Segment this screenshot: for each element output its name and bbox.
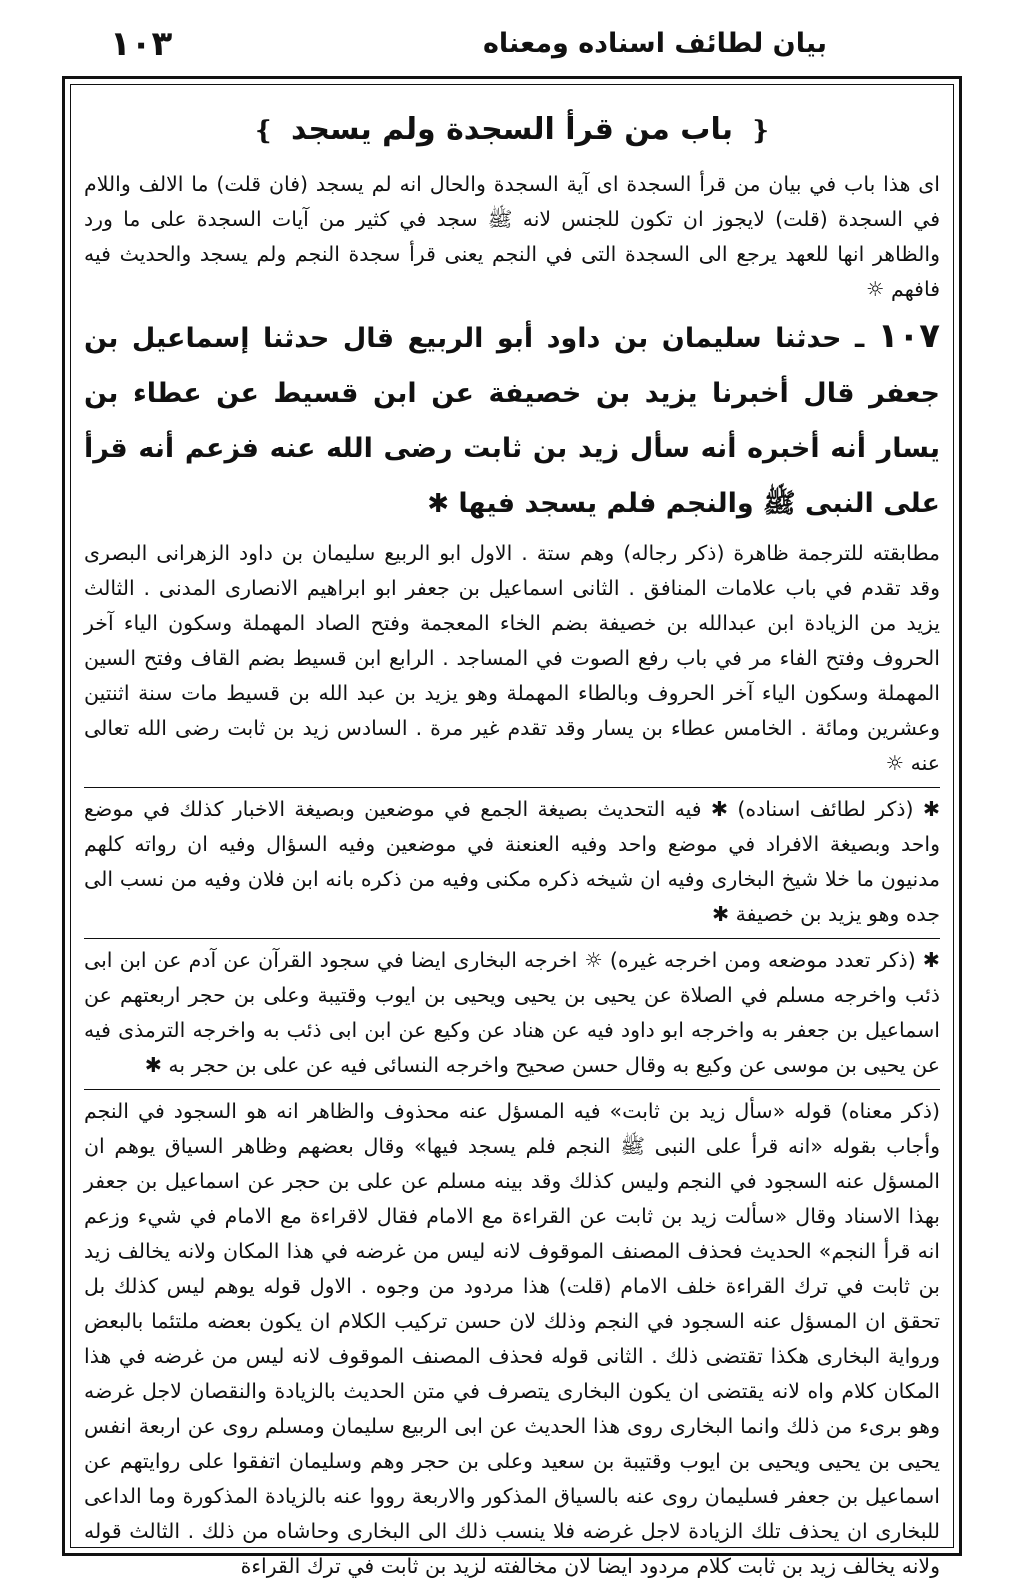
running-title: بیان لطائف اسناده ومعناه	[482, 28, 827, 59]
commentary-lataif: ✱ (ذكر لطائف اسناده) ✱ فيه التحديث بصيغة الجمع في موضعين وبصيغة الاخبار كذلك في موضع واحد وبصيغة الافراد في موضع واحد وفيه العنعنة في موضعين وفيه السؤال وفيه ان رواته كلهم مدنيون ما خلا شيخ البخارى وفيه ان شيخه ذكره مكنى وفيه من ذكره بانه ابن فلان وفيه من نسب الى جده وهو يزيد بن خصيفة ✱	[84, 797, 940, 926]
page-content	[84, 96, 940, 1578]
hadith-number: ١٠٧	[877, 316, 940, 356]
chapter-heading	[84, 108, 940, 153]
running-header	[90, 20, 937, 70]
chapter-title: باب من قرأ السجدة ولم يسجد	[291, 112, 733, 147]
hadith-text-block	[84, 309, 940, 532]
section-divider	[84, 938, 940, 939]
chapter-intro: اى هذا باب في بيان من قرأ السجدة اى آية السجدة والحال انه لم يسجد (فان قلت) ما الالف واللام في السجدة (قلت) لايجوز ان تكون للجنس لانه ﷺ سجد في كثير من آيات السجدة على ما ورد والظاهر انها للعهد يرجع الى السجدة التى في النجم يعنى قرأ سجدة النجم ولم يسجد والحديث فيه فافهم ☼	[84, 172, 940, 301]
page-number: ١٠٣	[110, 24, 173, 64]
commentary-takhrij: ✱ (ذكر تعدد موضعه ومن اخرجه غيره) ☼ اخرجه البخارى ايضا في سجود القرآن عن آدم عن ابن ابى ذئب واخرجه مسلم في الصلاة عن يحيى بن يحيى ويحيى بن ايوب وقتيبة وعلى بن حجر اربعتهم عن اسماعيل بن جعفر به واخرجه ابو داود فيه عن هناد عن وكيع عن ابن ابى ذئب به واخرجه الترمذى فيه عن يحيى بن موسى عن وكيع به وقال حسن صحيح واخرجه النسائى فيه عن على بن حجر به ✱	[84, 948, 940, 1077]
section-divider	[84, 1089, 940, 1090]
ornament-bracket-icon: ❴	[749, 116, 772, 146]
hadith-text: حدثنا سليمان بن داود أبو الربيع قال حدثنا إسماعيل بن جعفر قال أخبرنا يزيد بن خصيفة عن ابن قسيط عن عطاء بن يسار أنه أخبره أنه سأل زيد بن ثابت رضى الله عنه فزعم أنه قرأ على النبى ﷺ والنجم فلم يسجد فيها	[84, 323, 940, 519]
hadith-dash: ـ	[841, 323, 865, 354]
section-divider	[84, 787, 940, 788]
ornament-bracket-icon: ❵	[252, 116, 275, 146]
commentary-rijal: مطابقته للترجمة ظاهرة (ذكر رجاله) وهم ستة . الاول ابو الربيع سليمان بن داود الزهرانى البصرى وقد تقدم في باب علامات المنافق . الثانى اسماعيل بن جعفر ابو ابراهيم الانصارى المدنى . الثالث يزيد من الزيادة ابن عبدالله بن خصيفة بضم الخاء المعجمة وفتح الصاد المهملة وسكون الياء آخر الحروف وفتح الفاء مر في باب رفع الصوت في المساجد . الرابع ابن قسيط بضم القاف وفتح السين المهملة وسكون الياء آخر الحروف وبالطاء المهملة وهو يزيد بن عبد الله بن قسيط مات سنة اثنتين وعشرين ومائة . الخامس عطاء بن يسار وقد تقدم غير مرة . السادس زيد بن ثابت رضى الله تعالى عنه ☼	[84, 541, 940, 775]
commentary-maanahu: (ذكر معناه) قوله «سأل زيد بن ثابت» فيه المسؤل عنه محذوف والظاهر انه هو السجود في النجم وأجاب بقوله «انه قرأ على النبى ﷺ النجم فلم يسجد فيها» وقال بعضهم وظاهر السياق يوهم ان المسؤل عنه السجود في النجم وليس كذلك وقد بينه مسلم عن على بن حجر عن اسماعيل بن جعفر بهذا الاسناد وقال «سألت زيد بن ثابت عن القراءة مع الامام فقال لاقراءة مع الامام في شيء وزعم انه قرأ النجم» الحديث فحذف المصنف الموقوف لانه ليس من غرضه في هذا المكان ولانه يخالف زيد بن ثابت في ترك القراءة خلف الامام (قلت) هذا مردود من وجوه . الاول قوله يوهم ليس كذلك بل تحقق ان المسؤل عنه السجود في النجم وذلك لان حسن تركيب الكلام ان يكون بعضه ملتئما بالبعض ورواية البخارى هكذا تقتضى ذلك . الثانى قوله فحذف المصنف الموقوف لانه ليس من غرضه في هذا المكان كلام واه لانه يقتضى ان يكون البخارى يتصرف في متن الحديث بالزيادة والنقصان لاجل غرضه وهو برىء من ذلك وانما البخارى روى هذا الحديث عن ابى الربيع سليمان ومسلم روى عن اربعة انفس يحيى بن يحيى ويحيى بن ايوب وقتيبة بن سعيد وعلى بن حجر وهم وسليمان اتفقوا على روايتهم عن اسماعيل بن جعفر فسليمان روى عنه بالسياق المذكور والاربعة رووا عنه بالزيادة المذكورة وما الداعى للبخارى ان يحذف تلك الزيادة لاجل غرضه فلا ينسب ذلك الى البخارى وحاشاه من ذلك . الثالث قوله ولانه يخالف زيد بن ثابت كلام مردود ايضا لان مخالفته لزيد بن ثابت في ترك القراءة	[84, 1099, 940, 1578]
hadith-end-mark: ✱	[427, 489, 449, 519]
